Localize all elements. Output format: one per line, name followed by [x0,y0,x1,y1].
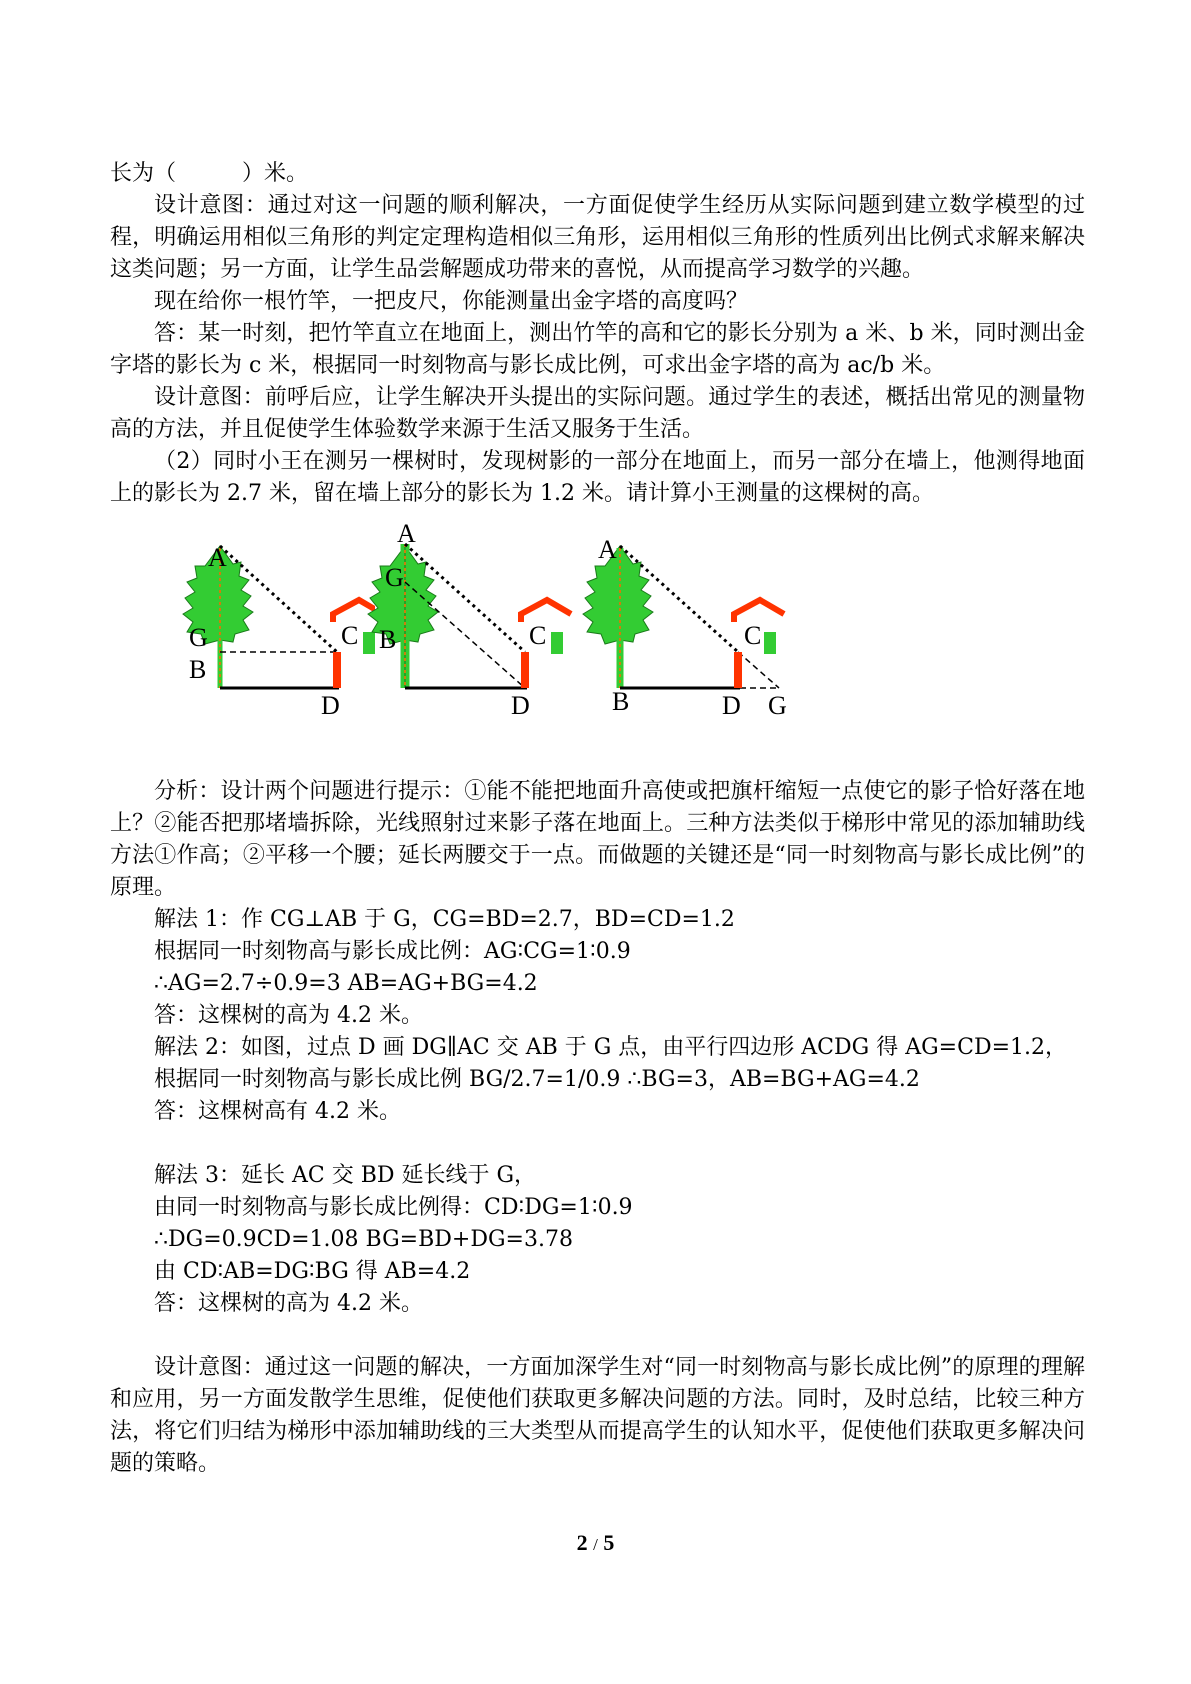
spacer [110,1128,1085,1160]
label-a: A [598,535,617,564]
solution-line: 答：这棵树高有 4.2 米。 [154,1099,401,1124]
spacer [110,1320,1085,1352]
paragraph: 设计意图：前呼后应，让学生解决开头提出的实际问题。通过学生的表述，概括出常见的测量物高的方法，并且促使学生体验数学来源于生活又服务于生活。 [110,385,1085,442]
label-b: B [612,687,630,716]
solution-line: 根据同一时刻物高与影长成比例：AG∶CG=1∶0.9 [154,939,631,964]
solution-line: 答：这棵树的高为 4.2 米。 [154,1003,423,1028]
label-g: G [385,563,404,592]
label-c: C [529,621,547,650]
solution-line: 由同一时刻物高与影长成比例得：CD∶DG=1∶0.9 [154,1195,633,1220]
label-a: A [397,519,416,548]
page-number [0,1530,1191,1556]
label-g: G [768,691,787,720]
page-total: 5 [603,1530,615,1555]
solution-line: 根据同一时刻物高与影长成比例 BG/2.7=1/0.9 ∴BG=3，AB=BG+AG=4.2 [154,1067,920,1092]
label-g: G [189,623,208,652]
wall [333,652,341,688]
page-separator: / [593,1535,598,1554]
extended-line-cg [738,652,779,688]
solution-line: 由 CD∶AB=DG∶BG 得 AB=4.2 [154,1259,471,1284]
solution-line: 答：这棵树的高为 4.2 米。 [154,1291,423,1316]
label-b: B [189,655,207,684]
paragraph: 设计意图：通过这一问题的解决，一方面加深学生对“同一时刻物高与影长成比例”的原理的理解和应用，另一方面发散学生思维，促使他们获取更多解决问题的方法。同时，及时总结，比较三种方法，将它们归结为梯形中添加辅助线的三大类型从而提高学生的认知水平，促使他们获取更多解决问题的策略。 [110,1355,1085,1476]
dashed-line-gd [405,582,525,688]
paragraph: （2）同时小王在测另一棵树时，发现树影的一部分在地面上，而另一部分在墙上，他测得地面上的影长为 2.7 米，留在墙上部分的影长为 1.2 米。请计算小王测量的这棵树的高。 [110,449,1085,506]
paragraph: 设计意图：通过对这一问题的顺利解决，一方面促使学生经历从实际问题到建立数学模型的过程，明确运用相似三角形的判定定理构造相似三角形，运用相似三角形的性质列出比例式求解来解决这类问题；另一方面，让学生品尝解题成功带来的喜悦，从而提高学习数学的兴趣。 [110,193,1085,282]
label-c: C [341,621,359,650]
paragraph: 长为（ ）米。 [110,161,309,186]
label-a: A [208,543,227,572]
paragraph: 分析：设计两个问题进行提示：①能不能把地面升高使或把旗杆缩短一点使它的影子恰好落在地上？②能否把那堵墙拆除，光线照射过来影子落在地面上。三种方法类似于梯形中常见的添加辅助线方法①作高；②平移一个腰；延长两腰交于一点。而做题的关键还是“同一时刻物高与影长成比例”的原理。 [110,779,1085,900]
solution-line: ∴DG=0.9CD=1.08 BG=BD+DG=3.78 [154,1227,573,1252]
solution-line: 解法 3：延长 AC 交 BD 延长线于 G， [154,1163,537,1188]
figure-method-1 [145,518,375,754]
solution-line: ∴AG=2.7÷0.9=3 AB=AG+BG=4.2 [154,971,538,996]
label-d: D [321,691,340,720]
house-roof [521,600,571,622]
figures-row [110,518,1085,754]
page-current: 2 [576,1530,588,1555]
house-window [551,632,563,654]
figure-method-2 [365,518,595,754]
label-b: B [379,625,397,654]
solution-line: 解法 1：作 CG⊥AB 于 G，CG=BD=2.7，BD=CD=1.2 [154,907,735,932]
paragraph: 答：某一时刻，把竹竿直立在地面上，测出竹竿的高和它的影长分别为 a 米、b 米，同时测出金字塔的影长为 c 米，根据同一时刻物高与影长成比例，可求出金字塔的高为 ac/b 米。 [110,321,1085,378]
house-roof [734,600,784,622]
house-window [764,632,776,654]
page-content [110,158,1085,1480]
paragraph: 现在给你一根竹竿，一把皮尺，你能测量出金字塔的高度吗？ [154,289,749,314]
solution-line: 解法 2：如图，过点 D 画 DG∥AC 交 AB 于 G 点，由平行四边形 ACDG 得 AG=CD=1.2， [154,1035,1068,1060]
label-c: C [744,621,762,650]
wall [734,652,742,688]
figure-method-3 [580,518,840,754]
label-d: D [511,691,530,720]
wall [521,652,529,688]
label-d: D [722,691,741,720]
